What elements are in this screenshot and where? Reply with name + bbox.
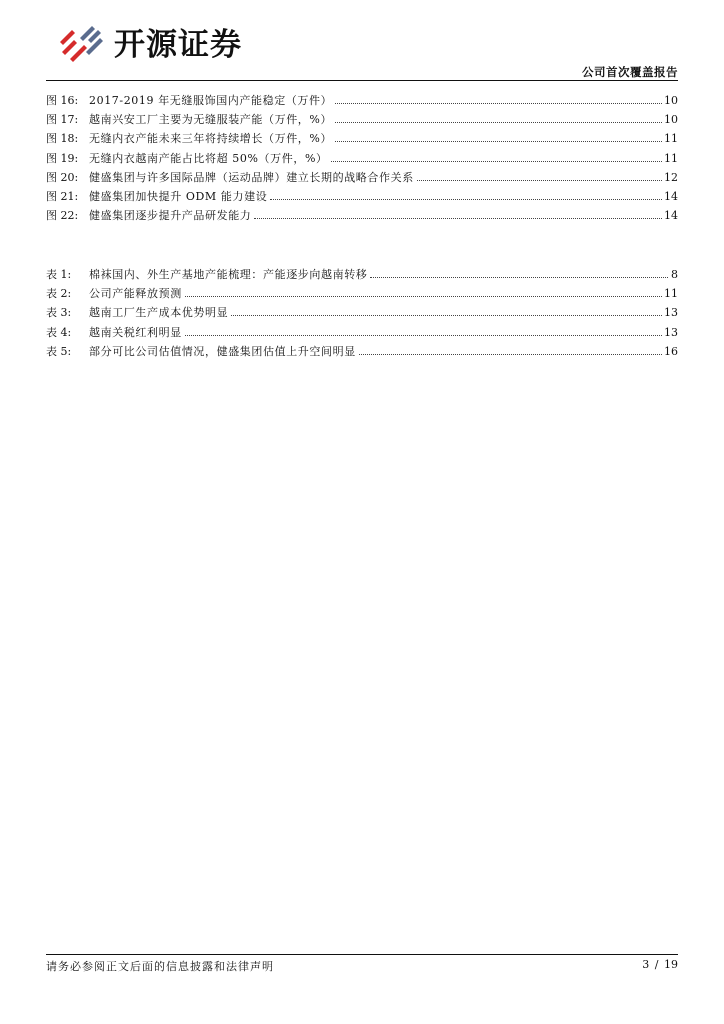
toc-row-figure[interactable] bbox=[46, 149, 678, 168]
toc-page-number: 11 bbox=[664, 151, 678, 165]
toc-row-figure[interactable] bbox=[46, 206, 678, 225]
dot-leader bbox=[335, 103, 662, 104]
toc-row-figure[interactable] bbox=[46, 187, 678, 206]
toc-number: 图 20: bbox=[46, 170, 79, 184]
dot-leader bbox=[370, 277, 668, 278]
toc-page-number: 10 bbox=[664, 113, 678, 127]
toc-page-number: 14 bbox=[664, 189, 678, 203]
toc-page-number: 14 bbox=[664, 209, 678, 223]
dot-leader bbox=[185, 296, 662, 297]
toc-row-figure[interactable] bbox=[46, 168, 678, 187]
toc-title: 健盛集团加快提升 ODM 能力建设 bbox=[89, 189, 268, 203]
toc-number: 表 1: bbox=[46, 268, 72, 281]
dot-leader bbox=[335, 122, 662, 123]
footer-divider bbox=[46, 954, 678, 955]
toc-page-number: 16 bbox=[664, 344, 678, 358]
figure-index bbox=[46, 91, 678, 225]
toc-number: 图 19: bbox=[46, 151, 79, 165]
table-index bbox=[46, 265, 678, 361]
dot-leader bbox=[335, 141, 662, 142]
toc-page-number: 10 bbox=[664, 94, 678, 107]
toc-title: 公司产能释放预测 bbox=[89, 287, 182, 301]
toc-page-number: 13 bbox=[664, 325, 678, 339]
toc-number: 图 21: bbox=[46, 189, 79, 203]
report-type-label: 公司首次覆盖报告 bbox=[582, 65, 678, 79]
toc-page-number: 11 bbox=[664, 287, 678, 301]
toc-row-table[interactable] bbox=[46, 284, 678, 303]
dot-leader bbox=[185, 335, 662, 336]
toc-page-number: 12 bbox=[664, 170, 678, 184]
toc-title: 棉袜国内、外生产基地产能梳理：产能逐步向越南转移 bbox=[89, 268, 368, 281]
header-divider bbox=[46, 80, 678, 81]
toc-number: 图 18: bbox=[46, 132, 79, 146]
toc-row-table[interactable] bbox=[46, 323, 678, 342]
toc-title: 无缝内衣越南产能占比将超 50%（万件，%） bbox=[89, 151, 328, 165]
toc-row-figure[interactable] bbox=[46, 91, 678, 110]
toc-number: 表 4: bbox=[46, 325, 72, 339]
brand-logo bbox=[58, 26, 242, 64]
toc-title: 越南工厂生产成本优势明显 bbox=[89, 306, 229, 320]
toc-row-figure[interactable] bbox=[46, 129, 678, 148]
toc-title: 无缝内衣产能未来三年将持续增长（万件，%） bbox=[89, 132, 333, 146]
toc-row-table[interactable] bbox=[46, 342, 678, 361]
toc-number: 表 5: bbox=[46, 344, 72, 358]
brand-name: 开源证券 bbox=[114, 27, 242, 63]
toc-title: 越南关税红利明显 bbox=[89, 325, 182, 339]
dot-leader bbox=[417, 180, 662, 181]
dot-leader bbox=[331, 161, 662, 162]
toc-title: 越南兴安工厂主要为无缝服装产能（万件，%） bbox=[89, 113, 333, 127]
toc-page-number: 11 bbox=[664, 132, 678, 146]
kaiyuan-logo-icon bbox=[58, 26, 106, 64]
dot-leader bbox=[359, 354, 662, 355]
page-indicator: 3 / 19 bbox=[642, 958, 678, 971]
toc-number: 表 2: bbox=[46, 287, 72, 301]
dot-leader bbox=[270, 199, 662, 200]
toc-title: 健盛集团与许多国际品牌（运动品牌）建立长期的战略合作关系 bbox=[89, 170, 414, 184]
toc-number: 表 3: bbox=[46, 306, 72, 320]
toc-page-number: 13 bbox=[664, 306, 678, 320]
toc-row-figure[interactable] bbox=[46, 110, 678, 129]
footer-disclaimer: 请务必参阅正文后面的信息披露和法律声明 bbox=[46, 960, 274, 973]
toc-number: 图 22: bbox=[46, 209, 79, 223]
toc-title: 部分可比公司估值情况，健盛集团估值上升空间明显 bbox=[89, 344, 356, 358]
dot-leader bbox=[231, 315, 662, 316]
toc-title: 2017-2019 年无缝服饰国内产能稳定（万件） bbox=[89, 94, 333, 107]
dot-leader bbox=[254, 218, 662, 219]
toc-row-table[interactable] bbox=[46, 303, 678, 322]
page-header bbox=[0, 0, 724, 82]
toc-title: 健盛集团逐步提升产品研发能力 bbox=[89, 209, 252, 223]
toc-number: 图 17: bbox=[46, 113, 79, 127]
toc-page-number: 8 bbox=[671, 268, 678, 281]
toc-row-table[interactable] bbox=[46, 265, 678, 284]
toc-number: 图 16: bbox=[46, 94, 79, 107]
